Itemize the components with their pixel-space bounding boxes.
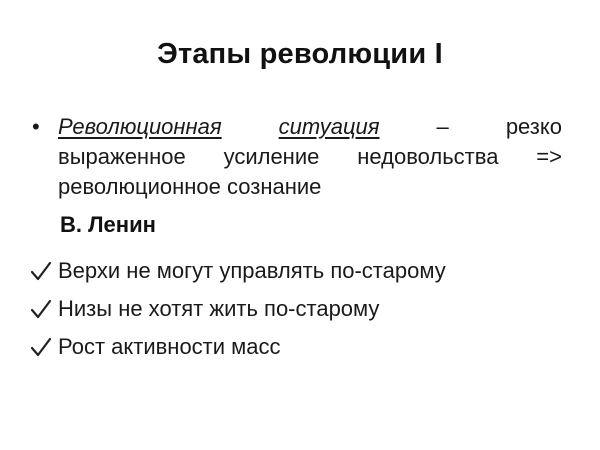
bullet-row: [32, 112, 562, 202]
slide-title: Этапы революции I: [157, 38, 443, 70]
word-increase: усиление: [223, 144, 320, 169]
checklist-item: [30, 290, 570, 328]
bullet-dot-icon: •: [32, 114, 40, 139]
checkmark-icon: [30, 297, 58, 321]
term-situation: ситуация: [278, 114, 380, 139]
arrow-symbol: =>: [536, 144, 562, 169]
checklist-item-label: Верхи не могут управлять по-старому: [58, 258, 446, 283]
definition-line-1: [58, 112, 562, 142]
dash: –: [436, 114, 449, 139]
checklist-item-label: Рост активности масс: [58, 334, 281, 359]
checklist-item: [30, 328, 570, 366]
word-discontent: недовольства: [357, 144, 499, 169]
definition-bullet: [32, 112, 562, 202]
definition-line-2: [58, 142, 562, 172]
term-revolutionary: Революционная: [58, 114, 222, 139]
word-sharply: резко: [505, 114, 562, 139]
checkmark-icon: [30, 335, 58, 359]
checklist-item-label: Низы не хотят жить по-старому: [58, 296, 380, 321]
author-attribution: В. Ленин: [60, 212, 156, 237]
checklist-item: [30, 252, 570, 290]
definition-line-3: революционное сознание: [58, 174, 322, 199]
checkmark-icon: [30, 259, 58, 283]
definition-text: [58, 112, 562, 202]
word-expressed: выраженное: [58, 144, 186, 169]
checklist: [30, 252, 570, 366]
